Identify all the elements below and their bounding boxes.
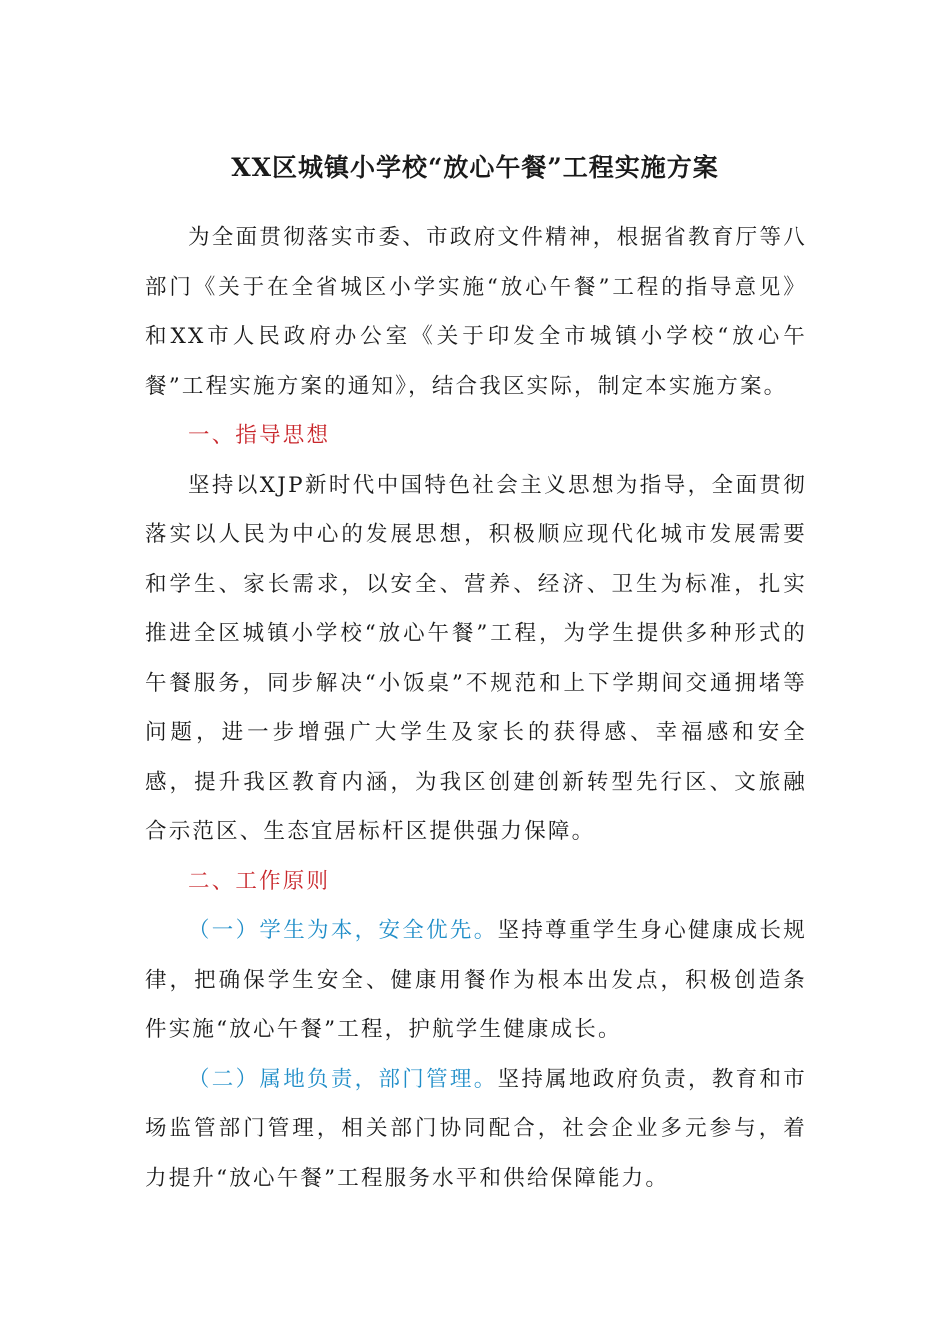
section-heading-guiding-ideology: 一、指导思想	[188, 423, 331, 448]
principle-item	[145, 1055, 807, 1204]
principle-lead: （二）属地负责，部门管理。	[188, 1066, 498, 1092]
document-title: XX区城镇小学校“放心午餐”工程实施方案	[231, 153, 719, 182]
principle-item	[145, 906, 807, 1055]
principle-text: 坚持属地政府负责，教育和市场监管部门管理，相关部门协同配合，社会企业多元参与，着力提升“放心午餐”工程服务水平和供给保障能力。	[145, 1066, 807, 1191]
section-heading-work-principles: 二、工作原则	[188, 868, 331, 894]
guiding-ideology-paragraph: 坚持以XJP新时代中国特色社会主义思想为指导，全面贯彻落实以人民为中心的发展思想，积极顺应现代化城市发展需要和学生、家长需求，以安全、营养、经济、卫生为标准，扎实推进全区城镇小学校“放心午餐”工程，为学生提供多种形式的午餐服务，同步解决“小饭桌”不规范和上下学期间交通拥堵等问题，进一步增强广大学生及家长的获得感、幸福感和安全感，提升我区教育内涵，为我区创建创新转型先行区、文旅融合示范区、生态宜居标杆区提供强力保障。	[145, 472, 807, 844]
principle-text: 坚持尊重学生身心健康成长规律，把确保学生安全、健康用餐作为根本出发点，积极创造条件实施“放心午餐”工程，护航学生健康成长。	[145, 918, 807, 1042]
intro-paragraph: 为全面贯彻落实市委、市政府文件精神，根据省教育厅等八部门《关于在全省城区小学实施“放心午餐”工程的指导意见》和XX市人民政府办公室《关于印发全市城镇小学校“放心午餐”工程实施方案的通知》，结合我区实际，制定本实施方案。	[145, 225, 807, 399]
principle-lead: （一）学生为本，安全优先。	[188, 918, 498, 943]
document-body	[145, 213, 807, 1203]
